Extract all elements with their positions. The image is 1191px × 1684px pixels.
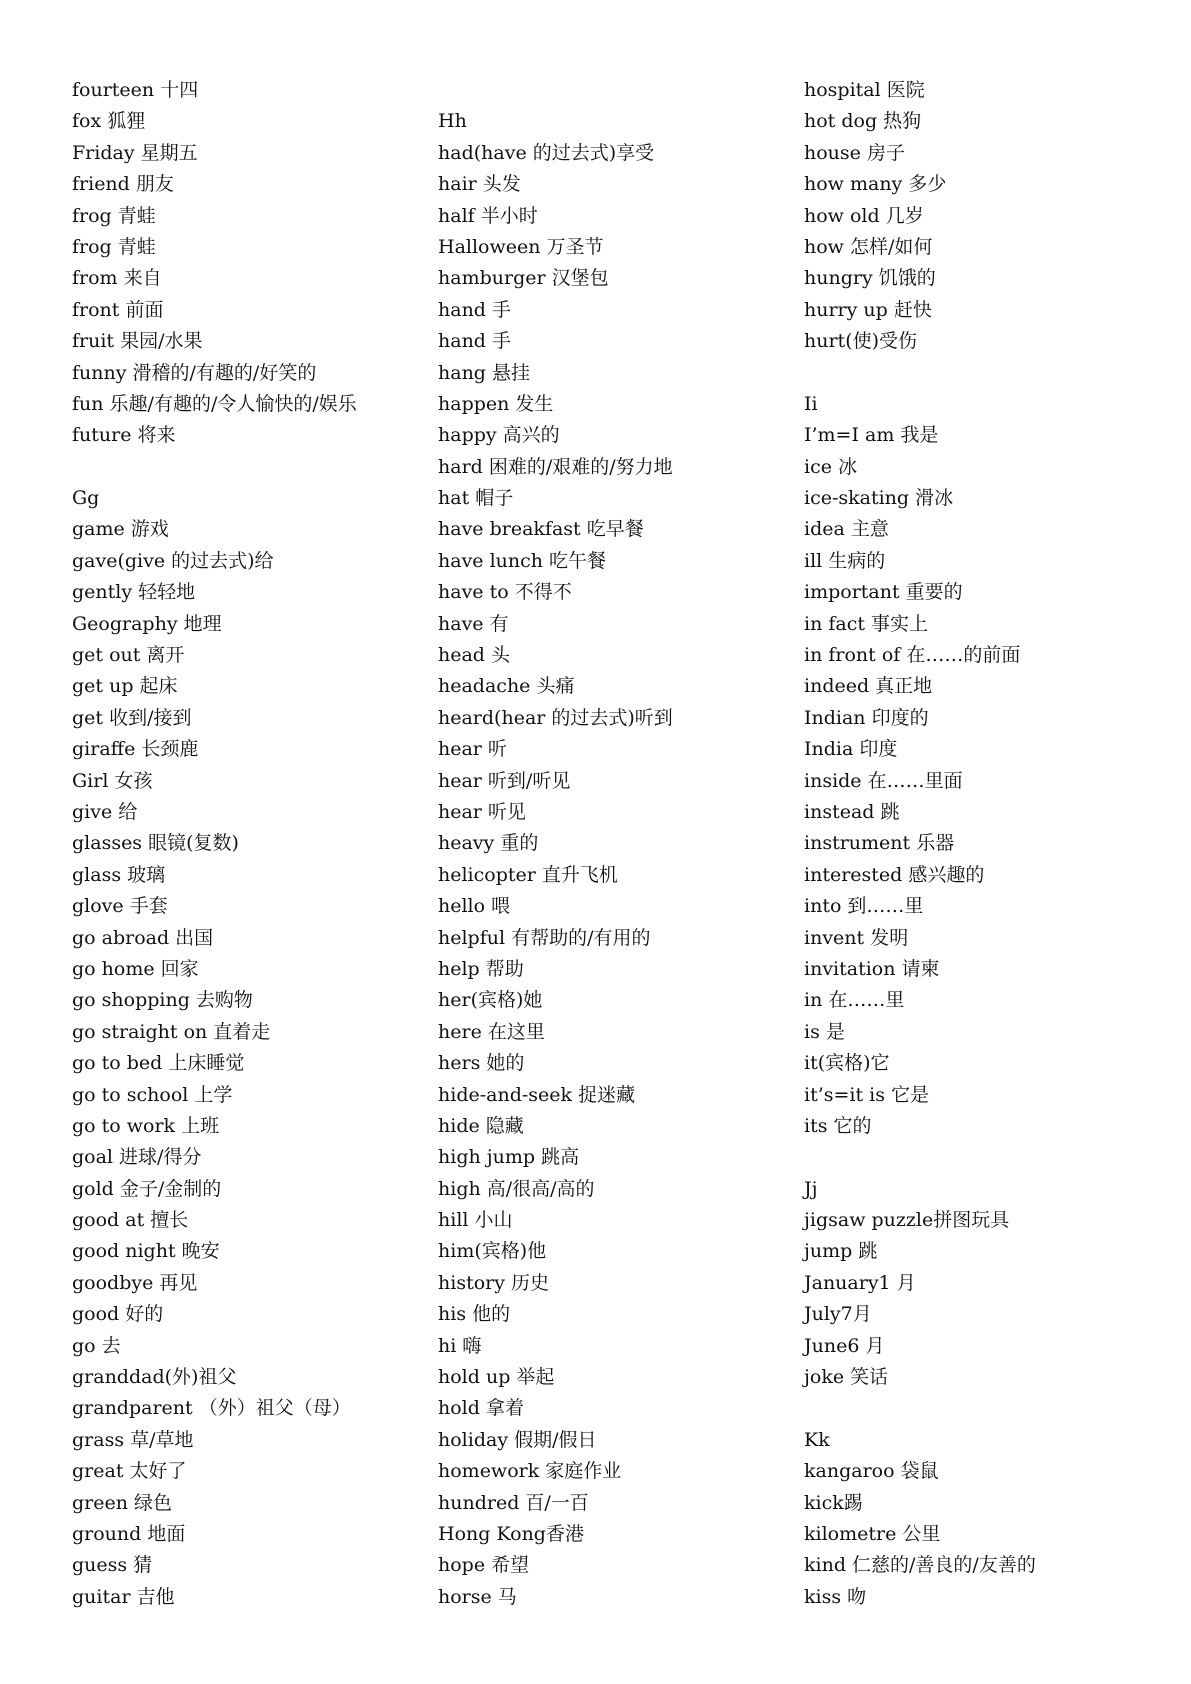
vocab-entry: kick踢 [804, 1491, 863, 1514]
vocab-entry: him(宾格)他 [438, 1240, 547, 1263]
vocab-entry: her(宾格)她 [438, 989, 543, 1012]
vocab-entry: go to bed 上床睡觉 [72, 1052, 245, 1075]
vocab-entry: have 有 [438, 612, 509, 635]
vocab-entry: homework 家庭作业 [438, 1460, 622, 1483]
vocab-entry: hurt(使)受伤 [804, 330, 918, 353]
vocab-entry: high jump 跳高 [438, 1146, 580, 1169]
vocab-entry: go shopping 去购物 [72, 989, 253, 1012]
vocab-entry: funny 滑稽的/有趣的/好笑的 [72, 361, 317, 384]
vocab-entry: hungry 饥饿的 [804, 267, 936, 290]
vocab-entry: half 半小时 [438, 204, 538, 227]
vocab-entry: ice-skating 滑冰 [804, 487, 954, 510]
vocab-entry: into 到……里 [804, 895, 924, 918]
vocab-entry: hi 嗨 [438, 1334, 482, 1357]
vocab-entry: in fact 事实上 [804, 612, 929, 635]
vocab-entry: ground 地面 [72, 1522, 186, 1545]
blank-line [804, 1142, 1164, 1173]
vocab-entry: have to 不得不 [438, 581, 572, 604]
column-1 [72, 75, 432, 1613]
vocab-entry: history 历史 [438, 1271, 549, 1294]
vocab-entry: fox 狐狸 [72, 110, 146, 133]
section-heading: Kk [804, 1428, 830, 1451]
column-3 [804, 75, 1164, 1613]
vocab-entry: goodbye 再见 [72, 1271, 198, 1294]
vocab-entry: his 他的 [438, 1303, 511, 1326]
section-heading: Hh [438, 110, 467, 133]
vocab-entry: hide-and-seek 捉迷藏 [438, 1083, 636, 1106]
vocab-entry: how 怎样/如何 [804, 235, 933, 258]
vocab-entry: granddad(外)祖父 [72, 1366, 237, 1389]
vocab-entry: jump 跳 [804, 1240, 878, 1263]
vocab-entry: friend 朋友 [72, 173, 174, 196]
vocab-entry: help 帮助 [438, 957, 524, 980]
vocab-entry: heard(hear 的过去式)听到 [438, 706, 673, 729]
vocab-entry: guitar 吉他 [72, 1585, 175, 1608]
vocab-entry: head 头 [438, 644, 511, 667]
vocab-entry: green 绿色 [72, 1491, 173, 1514]
vocab-entry: July7月 [804, 1303, 872, 1326]
vocab-entry: it(宾格)它 [804, 1052, 890, 1075]
section-heading: Jj [804, 1177, 818, 1200]
vocab-entry: hold up 举起 [438, 1366, 555, 1389]
vocab-entry: hers 她的 [438, 1052, 525, 1075]
vocab-entry: interested 感兴趣的 [804, 863, 985, 886]
vocab-entry: hot dog 热狗 [804, 110, 922, 133]
vocab-entry: gold 金子/金制的 [72, 1177, 222, 1200]
vocab-entry: instead 跳 [804, 800, 900, 823]
vocab-entry: hide 隐藏 [438, 1114, 524, 1137]
vocab-entry: inside 在……里面 [804, 769, 963, 792]
vocab-entry: get up 起床 [72, 675, 178, 698]
vocab-entry: go abroad 出国 [72, 926, 214, 949]
vocab-entry: from 来自 [72, 267, 162, 290]
vocab-entry: Indian 印度的 [804, 706, 929, 729]
vocab-entry: glove 手套 [72, 895, 168, 918]
vocab-entry: kind 仁慈的/善良的/友善的 [804, 1554, 1036, 1577]
vocab-entry: hold 拿着 [438, 1397, 524, 1420]
vocab-entry: hear 听 [438, 738, 507, 761]
vocab-entry: go straight on 直着走 [72, 1020, 271, 1043]
vocab-entry: grass 草/草地 [72, 1428, 194, 1451]
vocab-entry: helpful 有帮助的/有用的 [438, 926, 651, 949]
vocab-entry: frog 青蛙 [72, 235, 156, 258]
blank-line [804, 358, 1164, 389]
vocab-entry: happen 发生 [438, 392, 554, 415]
vocab-entry: get out 离开 [72, 644, 185, 667]
vocab-entry: hair 头发 [438, 173, 521, 196]
vocab-entry: go 去 [72, 1334, 121, 1357]
vocab-entry: indeed 真正地 [804, 675, 933, 698]
vocab-entry: hand 手 [438, 298, 512, 321]
vocab-entry: January1 月 [804, 1271, 916, 1294]
vocab-entry: goal 进球/得分 [72, 1146, 202, 1169]
column-2 [438, 75, 798, 1613]
vocab-entry: holiday 假期/假日 [438, 1428, 597, 1451]
vocab-entry: heavy 重的 [438, 832, 539, 855]
vocab-entry: had(have 的过去式)享受 [438, 141, 655, 164]
vocab-entry: ill 生病的 [804, 549, 886, 572]
blank-line [72, 452, 432, 483]
vocab-entry: grandparent （外）祖父（母） [72, 1397, 351, 1420]
vocab-entry: its 它的 [804, 1114, 872, 1137]
vocab-entry: hear 听见 [438, 800, 526, 823]
vocab-entry: in 在……里 [804, 989, 905, 1012]
section-heading: Gg [72, 487, 100, 510]
vocab-entry: guess 猜 [72, 1554, 153, 1577]
vocab-entry: hang 悬挂 [438, 361, 531, 384]
vocab-entry: joke 笑话 [804, 1366, 889, 1389]
vocab-entry: kangaroo 袋鼠 [804, 1460, 939, 1483]
vocab-entry: gave(give 的过去式)给 [72, 549, 274, 572]
vocab-entry: Hong Kong香港 [438, 1522, 584, 1545]
vocab-entry: Girl 女孩 [72, 769, 153, 792]
vocab-entry: headache 头痛 [438, 675, 575, 698]
vocab-entry: June6 月 [804, 1334, 885, 1357]
vocab-entry: instrument 乐器 [804, 832, 955, 855]
vocab-entry: hurry up 赶快 [804, 298, 932, 321]
vocab-entry: go to work 上班 [72, 1114, 220, 1137]
vocab-entry: future 将来 [72, 424, 176, 447]
blank-line [804, 1393, 1164, 1424]
vocab-entry: go home 回家 [72, 957, 199, 980]
vocab-entry: is 是 [804, 1020, 845, 1043]
vocab-entry: here 在这里 [438, 1020, 545, 1043]
vocab-entry: giraffe 长颈鹿 [72, 738, 199, 761]
vocab-entry: hundred 百/一百 [438, 1491, 589, 1514]
vocab-entry: have lunch 吃午餐 [438, 549, 607, 572]
vocab-entry: invitation 请柬 [804, 957, 940, 980]
vocab-entry: hill 小山 [438, 1209, 513, 1232]
vocab-entry: get 收到/接到 [72, 706, 192, 729]
vocab-entry: hospital 医院 [804, 79, 925, 101]
section-heading: Ii [804, 392, 818, 415]
blank-line [438, 75, 798, 106]
vocab-entry: Halloween 万圣节 [438, 235, 604, 258]
vocab-entry: hat 帽子 [438, 487, 514, 510]
vocab-entry: gently 轻轻地 [72, 581, 196, 604]
vocab-entry: game 游戏 [72, 518, 169, 541]
vocab-entry: house 房子 [804, 141, 905, 164]
vocab-entry: in front of 在……的前面 [804, 644, 1021, 667]
vocab-entry: hope 希望 [438, 1554, 530, 1577]
vocab-entry: idea 主意 [804, 518, 889, 541]
vocab-entry: Friday 星期五 [72, 141, 198, 164]
vocab-entry: how old 几岁 [804, 204, 924, 227]
vocab-entry: fruit 果园/水果 [72, 330, 203, 353]
vocab-entry: glass 玻璃 [72, 863, 166, 886]
vocab-entry: great 太好了 [72, 1460, 187, 1483]
vocab-entry: Geography 地理 [72, 612, 222, 635]
vocab-entry: hamburger 汉堡包 [438, 267, 609, 290]
vocab-entry: jigsaw puzzle拼图玩具 [804, 1209, 1010, 1232]
vocab-entry: important 重要的 [804, 581, 963, 604]
vocab-entry: hello 喂 [438, 895, 511, 918]
vocab-entry: have breakfast 吃早餐 [438, 518, 644, 541]
vocab-entry: give 给 [72, 800, 138, 823]
vocab-entry: glasses 眼镜(复数) [72, 832, 239, 855]
vocab-entry: frog 青蛙 [72, 204, 156, 227]
vocab-entry: hard 困难的/艰难的/努力地 [438, 455, 673, 478]
vocab-entry: how many 多少 [804, 173, 947, 196]
vocab-entry: fourteen 十四 [72, 79, 199, 101]
vocab-entry: go to school 上学 [72, 1083, 233, 1106]
vocab-entry: kiss 吻 [804, 1585, 867, 1608]
vocab-entry: hear 听到/听见 [438, 769, 571, 792]
vocab-entry: invent 发明 [804, 926, 909, 949]
vocab-entry: fun 乐趣/有趣的/令人愉快的/娱乐 [72, 392, 357, 415]
vocab-entry: good 好的 [72, 1303, 164, 1326]
vocab-entry: happy 高兴的 [438, 424, 560, 447]
vocab-entry: hand 手 [438, 330, 512, 353]
vocab-entry: horse 马 [438, 1585, 517, 1608]
vocab-entry: it’s=it is 它是 [804, 1083, 930, 1106]
vocab-entry: good at 擅长 [72, 1209, 189, 1232]
vocab-entry: I’m=I am 我是 [804, 424, 939, 447]
vocab-entry: ice 冰 [804, 455, 858, 478]
vocab-entry: good night 晚安 [72, 1240, 220, 1263]
vocab-entry: high 高/很高/高的 [438, 1177, 595, 1200]
vocab-entry: helicopter 直升飞机 [438, 863, 618, 886]
vocab-entry: front 前面 [72, 298, 164, 321]
vocab-entry: India 印度 [804, 738, 898, 761]
vocab-entry: kilometre 公里 [804, 1522, 941, 1545]
